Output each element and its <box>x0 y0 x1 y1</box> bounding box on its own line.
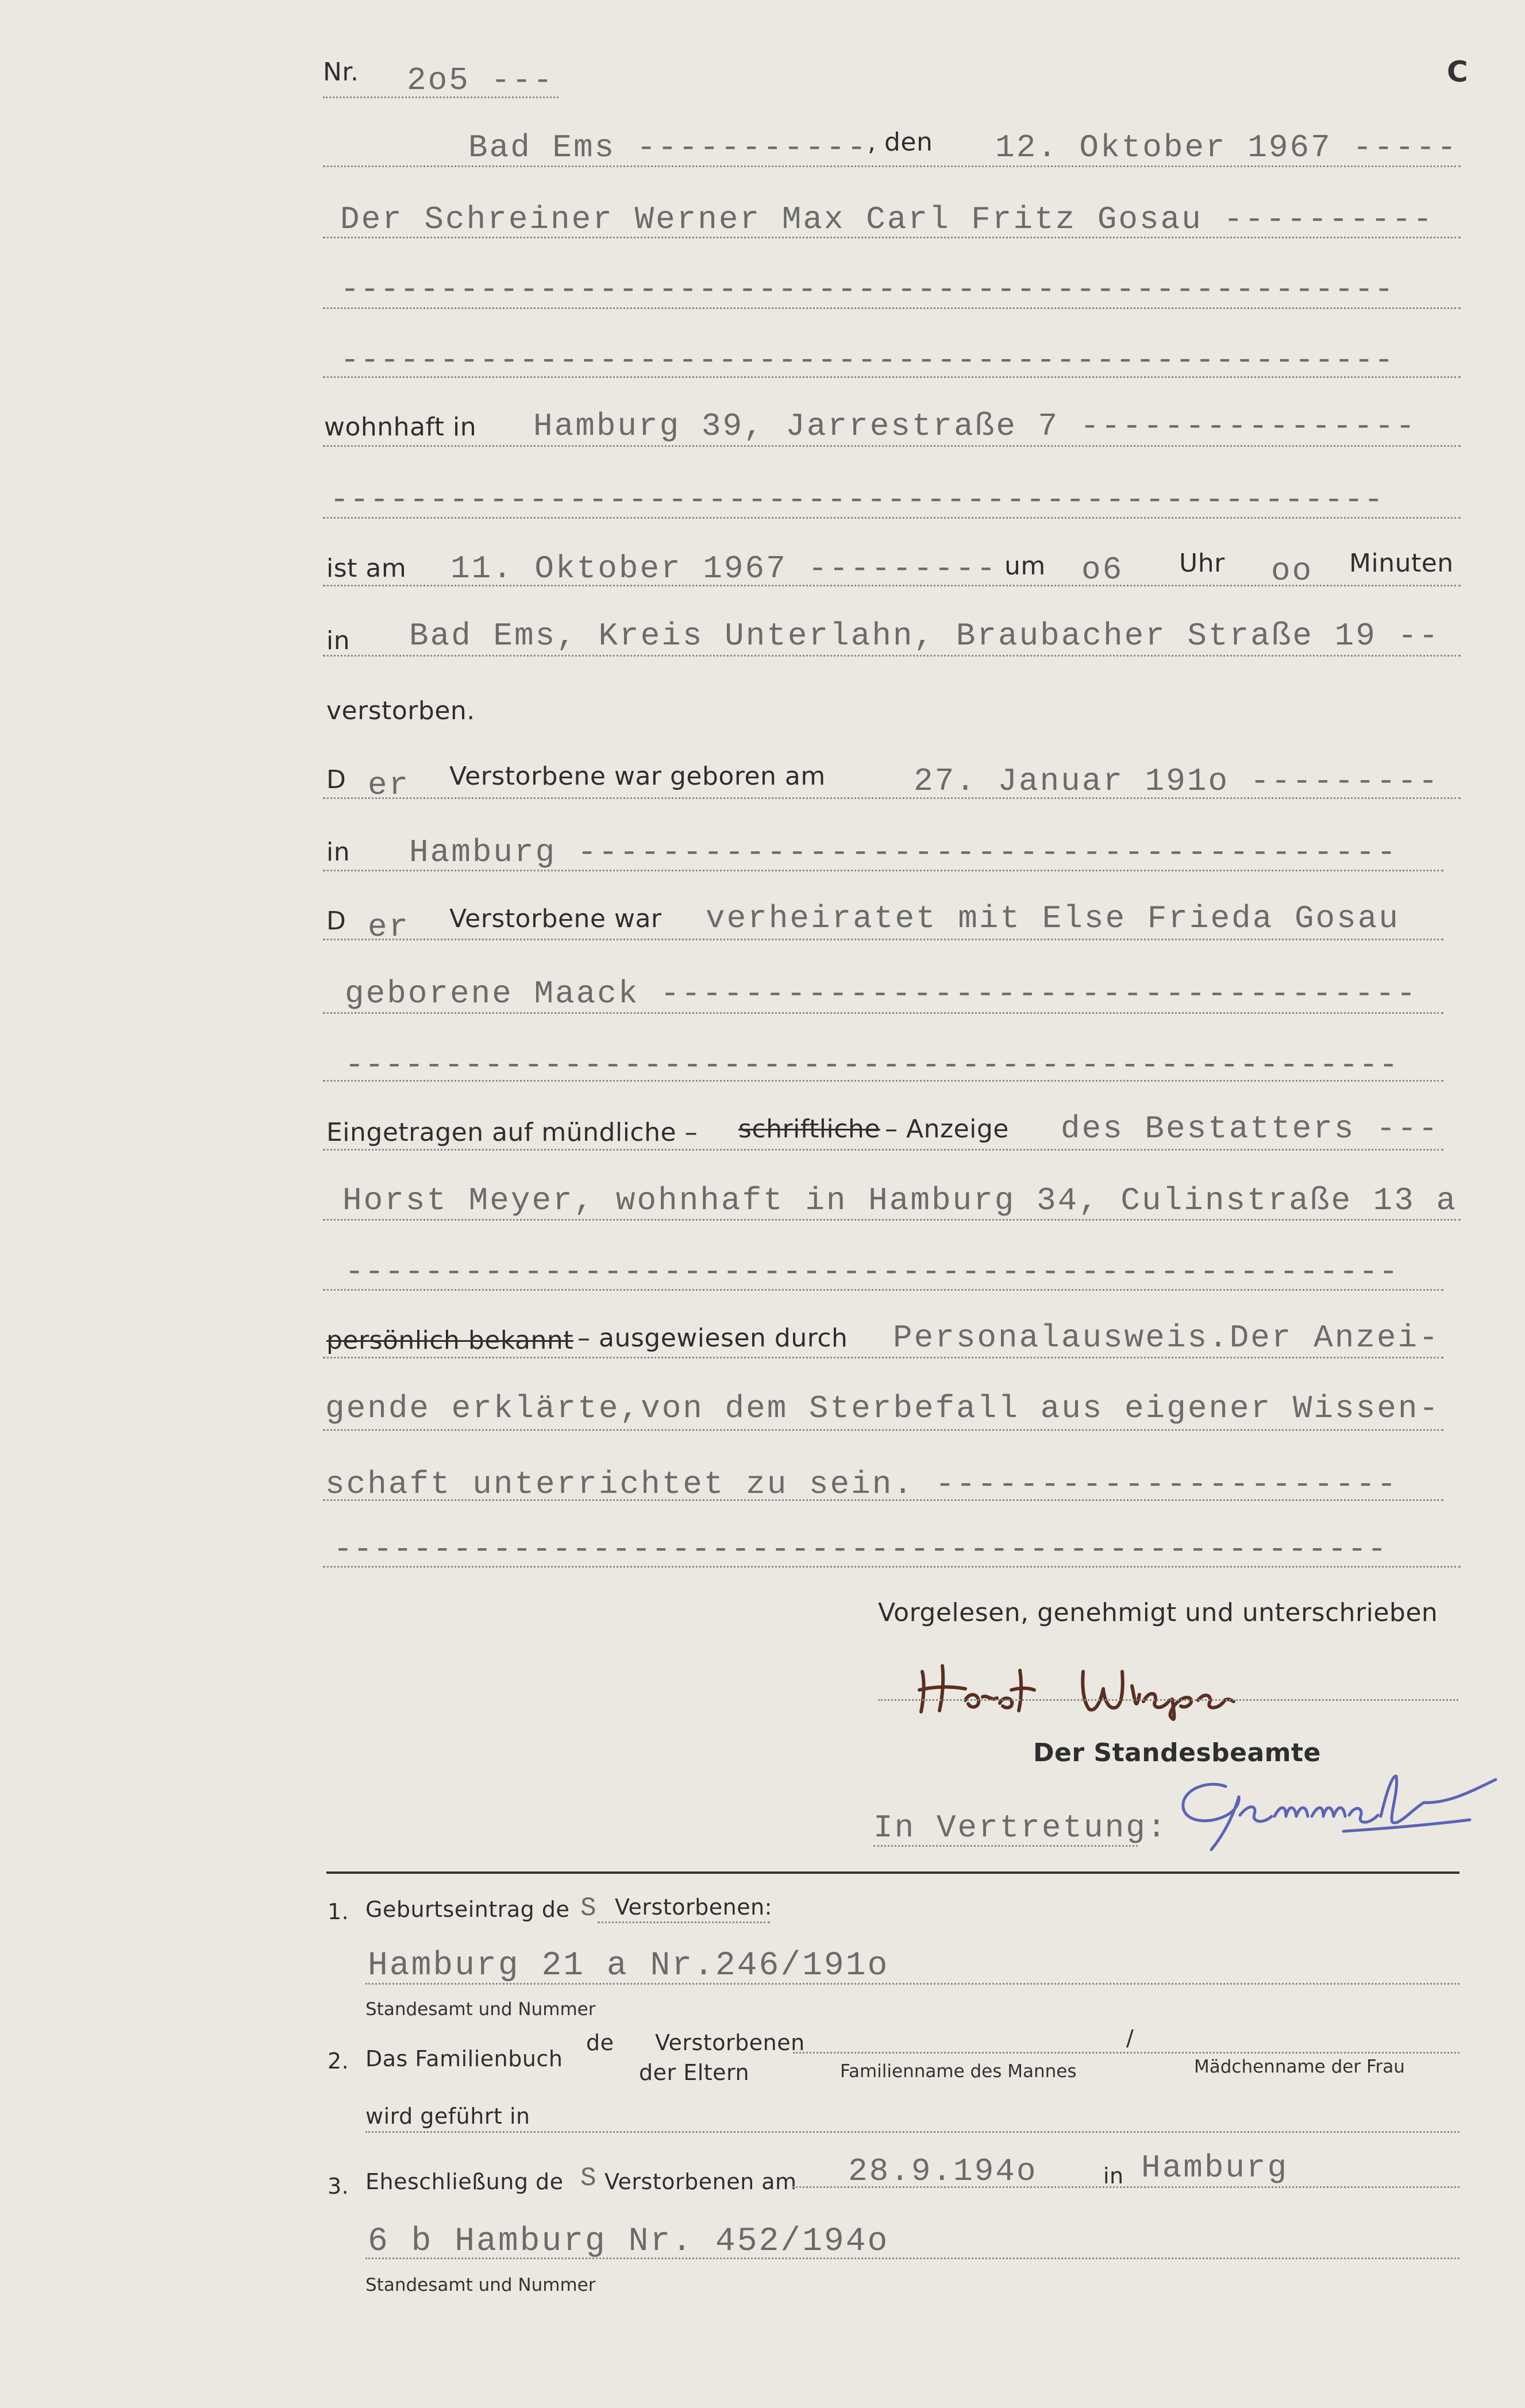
item1-prefix: Geburtseintrag de <box>365 1897 570 1922</box>
birth-registry-entry: Hamburg 21 a Nr.246/191o <box>368 1947 889 1985</box>
identification-document: Personalausweis.Der Anzei- <box>893 1319 1440 1356</box>
item1-number: 1. <box>328 1899 349 1924</box>
death-date: 11. Oktober 1967 --------- <box>450 550 998 587</box>
birth-d: D <box>326 765 346 794</box>
residence-value: Hamburg 39, Jarrestraße 7 ---------------- <box>533 408 1417 445</box>
filler-dashes: ----------------------------------------------------- <box>345 1253 1399 1290</box>
dotted-line <box>365 2131 1459 2133</box>
nr-line <box>323 97 559 98</box>
dotted-line <box>323 1499 1443 1501</box>
birth-place-label: in <box>326 838 351 867</box>
death-place: Bad Ems, Kreis Unterlahn, Braubacher Straße 19 -- <box>409 618 1440 654</box>
reporter-title: des Bestatters --- <box>1061 1110 1439 1147</box>
record-number: 2o5 --- <box>407 62 554 99</box>
report-struck-option: schriftliche <box>738 1114 880 1144</box>
dotted-line <box>323 445 1461 447</box>
dotted-line <box>323 1289 1443 1291</box>
registrar-signature <box>1171 1769 1504 1855</box>
dotted-line <box>323 517 1461 519</box>
item2-wife-column: Mädchenname der Frau <box>1194 2056 1405 2077</box>
dotted-line <box>323 870 1443 871</box>
dotted-line <box>323 1080 1443 1082</box>
marriage-d: D <box>326 906 346 936</box>
um-label: um <box>1004 551 1046 581</box>
filler-dashes: ----------------------------------------------------- <box>340 342 1395 379</box>
nr-label: Nr. <box>323 57 359 87</box>
dotted-line <box>323 939 1443 940</box>
section-divider <box>326 1871 1459 1874</box>
dotted-line <box>323 1357 1443 1359</box>
item3-prefix: Eheschließung de <box>365 2169 564 2194</box>
dotted-line <box>323 237 1461 238</box>
signature-line <box>878 1699 1458 1701</box>
registry-place: Bad Ems ----------- <box>468 129 868 166</box>
item2-number: 2. <box>328 2048 349 2074</box>
spouse-birth-name: geborene Maack ------------------------------------ <box>345 975 1418 1012</box>
den-label: , den <box>868 128 933 157</box>
item2-kept-in: wird geführt in <box>365 2104 530 2129</box>
deceased-name: Der Schreiner Werner Max Carl Fritz Gosau ---------- <box>340 201 1434 238</box>
item2-slash: / <box>1126 2025 1134 2051</box>
item3-suffix: Verstorbenen am <box>604 2169 797 2194</box>
reporter-name-address: Horst Meyer, wohnhaft in Hamburg 34, Culinstraße 13 a <box>342 1182 1458 1219</box>
birth-place: Hamburg --------------------------------------- <box>409 834 1398 871</box>
dotted-line <box>793 2052 1459 2054</box>
marriage-place: Hamburg <box>1141 2150 1289 2186</box>
dotted-line <box>323 376 1461 378</box>
item1-suffix: Verstorbenen: <box>615 1894 772 1920</box>
dotted-line <box>873 1845 1138 1847</box>
item3-in: in <box>1103 2163 1124 2189</box>
item3-caption: Standesamt und Nummer <box>365 2275 596 2295</box>
birth-label: Verstorbene war geboren am <box>449 762 826 791</box>
registry-date: 12. Oktober 1967 ----- <box>995 129 1458 166</box>
item3-s: S <box>580 2163 598 2193</box>
marital-status: verheiratet mit Else Frieda Gosau <box>706 900 1400 937</box>
identification-line2: gende erklärte,von dem Sterbefall aus eigener Wissen- <box>325 1390 1441 1427</box>
filler-dashes: ----------------------------------------------------- <box>333 1531 1388 1568</box>
item1-caption: Standesamt und Nummer <box>365 1999 596 2020</box>
death-place-label: in <box>326 626 351 655</box>
dotted-line <box>323 1429 1443 1431</box>
dotted-line <box>793 2186 1459 2188</box>
item2-husband-column: Familienname des Mannes <box>840 2061 1077 2082</box>
dotted-line <box>323 1149 1443 1151</box>
identification-line3: schaft unterrichtet zu sein. ---------------------- <box>325 1466 1398 1503</box>
item2-option-parents: der Eltern <box>639 2060 750 2085</box>
dotted-line <box>323 1219 1461 1221</box>
dotted-line <box>323 585 1461 586</box>
corner-mark: C <box>1447 55 1468 88</box>
item2-de: de <box>586 2030 614 2055</box>
dotted-line <box>323 1566 1461 1568</box>
report-suffix: – Anzeige <box>885 1114 1009 1144</box>
residence-label: wohnhaft in <box>324 412 477 442</box>
item1-s: S <box>580 1893 598 1923</box>
filler-dashes: ----------------------------------------------------- <box>330 481 1384 518</box>
death-minutes: oo <box>1271 553 1314 589</box>
item2-option-deceased: Verstorbenen <box>655 2030 805 2055</box>
marriage-er: er <box>368 909 410 946</box>
filler-dashes: ----------------------------------------------------- <box>345 1047 1399 1083</box>
birth-er: er <box>368 767 410 804</box>
report-prefix: Eingetragen auf mündliche – <box>326 1118 698 1147</box>
dotted-line <box>323 307 1461 309</box>
verstorben-label: verstorben. <box>326 696 475 726</box>
marriage-label: Verstorbene war <box>449 904 662 933</box>
birth-date: 27. Januar 191o --------- <box>914 763 1440 800</box>
death-hour: o6 <box>1081 551 1124 588</box>
death-date-label: ist am <box>326 554 407 583</box>
dotted-line <box>323 655 1461 657</box>
identification-struck-option: persönlich bekannt <box>326 1326 574 1355</box>
identification-suffix: – ausgewiesen durch <box>577 1323 848 1353</box>
marriage-registry-entry: 6 b Hamburg Nr. 452/194o <box>368 2223 889 2260</box>
dotted-line <box>365 2258 1459 2259</box>
reporter-signature <box>911 1654 1267 1718</box>
dotted-line <box>365 1983 1459 1985</box>
dotted-line <box>323 165 1461 167</box>
deputy-label: In Vertretung: <box>873 1809 1168 1846</box>
item3-number: 3. <box>328 2174 349 2199</box>
uhr-label: Uhr <box>1179 549 1225 578</box>
item2-prefix: Das Familienbuch <box>365 2046 563 2071</box>
dotted-line <box>323 797 1461 799</box>
filler-dashes: ----------------------------------------------------- <box>340 271 1395 308</box>
dotted-line <box>323 1012 1443 1014</box>
read-approved-signed: Vorgelesen, genehmigt und unterschrieben <box>878 1598 1438 1627</box>
minuten-label: Minuten <box>1349 549 1454 578</box>
registrar-title: Der Standesbeamte <box>1033 1738 1321 1768</box>
marriage-date: 28.9.194o <box>848 2153 1038 2190</box>
dotted-line <box>598 1921 770 1923</box>
